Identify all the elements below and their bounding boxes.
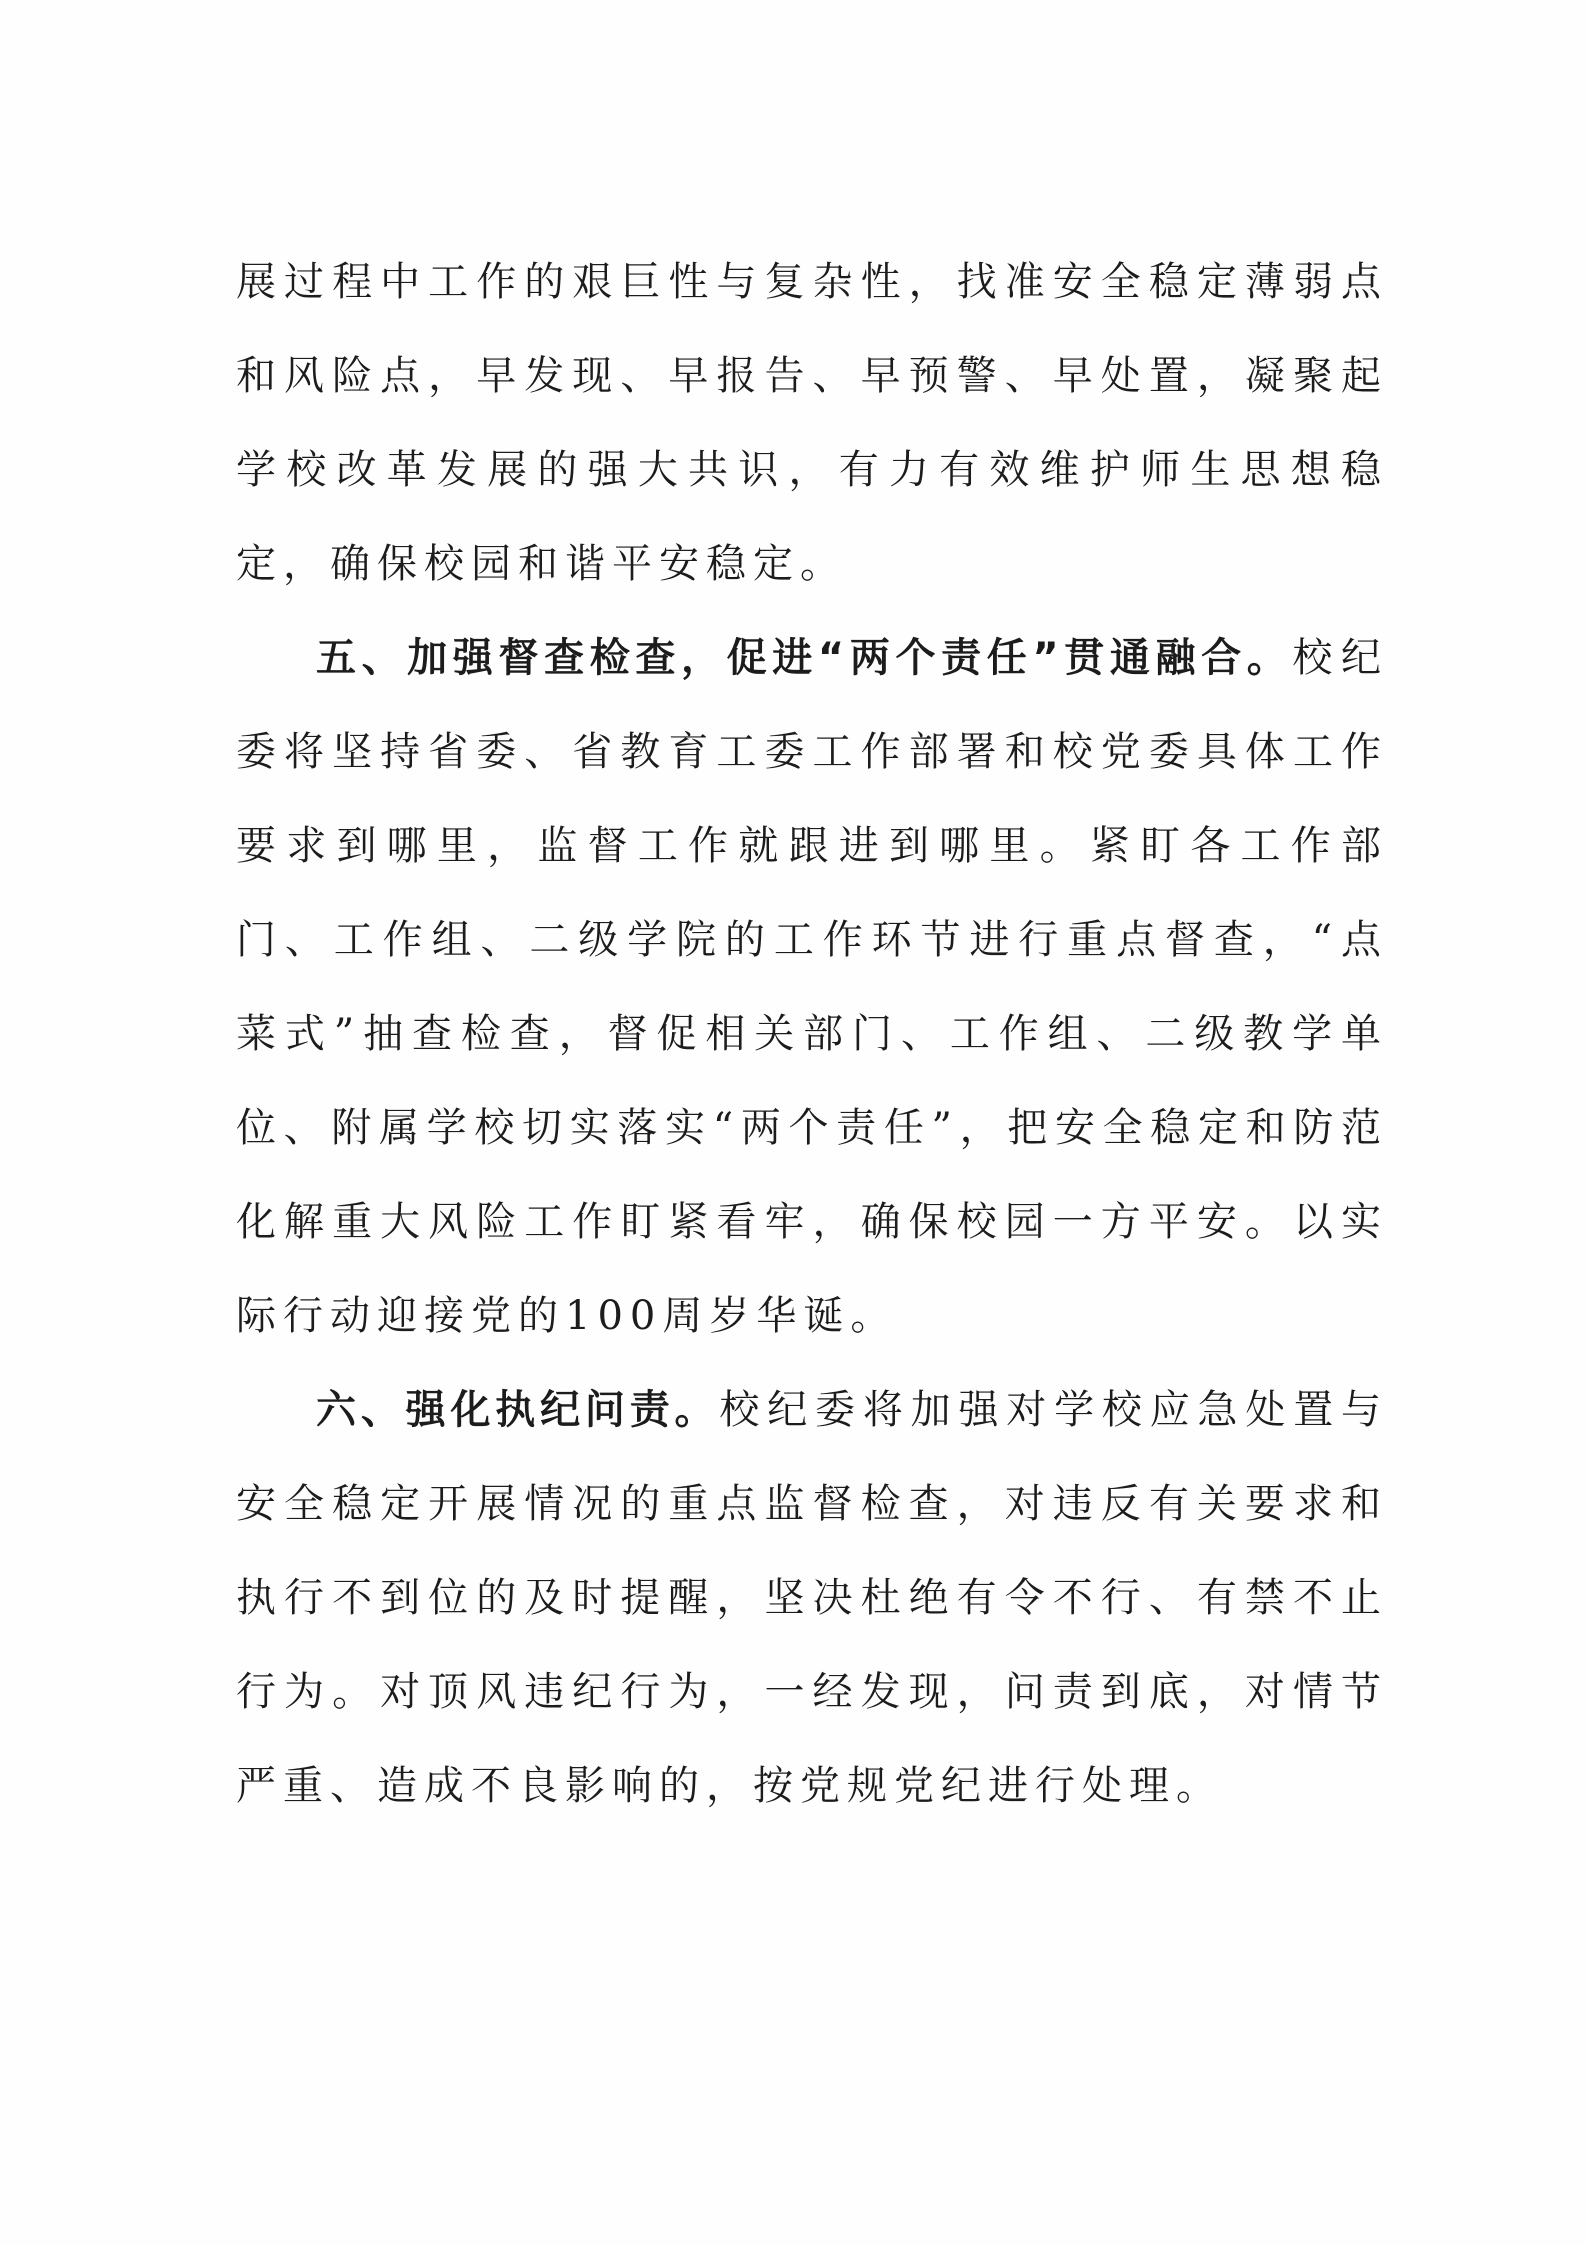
paragraph-continuation (236, 235, 1388, 611)
paragraph-section-five (236, 611, 1388, 1363)
paragraph-text: 展过程中工作的艰巨性与复杂性，找准安全稳定薄弱点和风险点，早发现、早报告、早预警、早处置，凝聚起学校改革发展的强大共识，有力有效维护师生思想稳定，确保校园和谐平安稳定。 (236, 259, 1388, 587)
document-body (236, 235, 1388, 1833)
section-heading-five: 五、加强督查检查，促进“两个责任”贯通融合。 (316, 635, 1293, 681)
section-heading-six: 六、强化执纪问责。 (316, 1387, 720, 1433)
paragraph-text: 校纪委将加强对学校应急处置与安全稳定开展情况的重点监督检查，对违反有关要求和执行不到位的及时提醒，坚决杜绝有令不行、有禁不止行为。对顶风违纪行为，一经发现，问责到底，对情节严重、造成不良影响的，按党规党纪进行处理。 (236, 1387, 1389, 1809)
paragraph-text: 校纪委将坚持省委、省教育工委工作部署和校党委具体工作要求到哪里，监督工作就跟进到哪里。紧盯各工作部门、工作组、二级学院的工作环节进行重点督查，“点菜式”抽查检查，督促相关部门、工作组、二级教学单位、附属学校切实落实“两个责任”，把安全稳定和防范化解重大风险工作盯紧看牢，确保校园一方平安。以实际行动迎接党的100周岁华诞。 (236, 635, 1389, 1339)
paragraph-section-six (236, 1363, 1388, 1833)
